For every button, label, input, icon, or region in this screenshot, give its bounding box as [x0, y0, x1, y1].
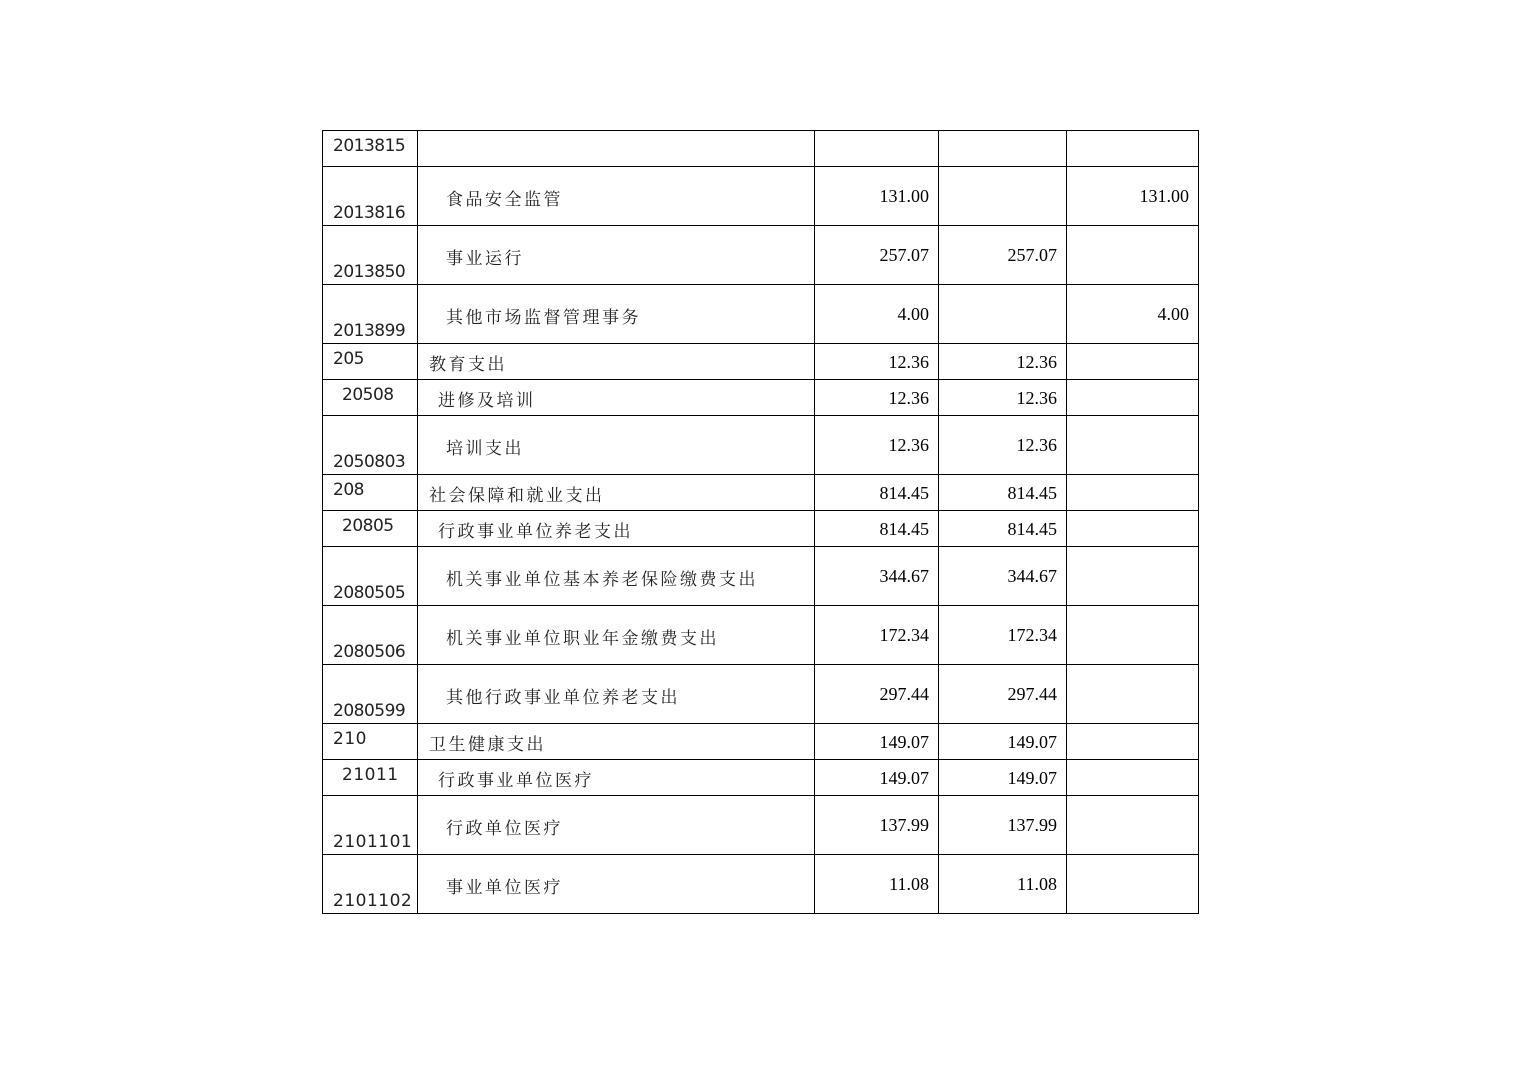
row-project — [1067, 760, 1199, 796]
table-row — [323, 855, 1199, 914]
row-basic: 814.45 — [939, 511, 1067, 547]
row-total: 297.44 — [815, 665, 939, 724]
row-code: 2101101 — [323, 796, 418, 855]
row-name: 培训支出 — [418, 416, 815, 475]
row-basic: 297.44 — [939, 665, 1067, 724]
row-basic: 137.99 — [939, 796, 1067, 855]
row-basic: 11.08 — [939, 855, 1067, 914]
budget-table — [322, 130, 1199, 914]
table-row — [323, 724, 1199, 760]
row-name: 行政单位医疗 — [418, 796, 815, 855]
row-total — [815, 131, 939, 167]
row-code: 210 — [323, 724, 418, 760]
row-code: 2080505 — [323, 547, 418, 606]
row-code: 2080506 — [323, 606, 418, 665]
row-project — [1067, 380, 1199, 416]
row-total: 131.00 — [815, 167, 939, 226]
row-project — [1067, 131, 1199, 167]
row-total: 12.36 — [815, 344, 939, 380]
row-code: 2013850 — [323, 226, 418, 285]
row-total: 149.07 — [815, 724, 939, 760]
row-basic: 12.36 — [939, 344, 1067, 380]
row-total: 149.07 — [815, 760, 939, 796]
table-row — [323, 416, 1199, 475]
row-project — [1067, 344, 1199, 380]
row-basic: 172.34 — [939, 606, 1067, 665]
row-name: 教育支出 — [418, 344, 815, 380]
row-project — [1067, 724, 1199, 760]
row-project — [1067, 855, 1199, 914]
row-project — [1067, 796, 1199, 855]
row-code: 2080599 — [323, 665, 418, 724]
row-basic: 149.07 — [939, 760, 1067, 796]
table-row — [323, 344, 1199, 380]
row-basic: 257.07 — [939, 226, 1067, 285]
row-project — [1067, 547, 1199, 606]
row-total: 344.67 — [815, 547, 939, 606]
row-basic: 149.07 — [939, 724, 1067, 760]
row-name: 进修及培训 — [418, 380, 815, 416]
table-row — [323, 285, 1199, 344]
row-total: 137.99 — [815, 796, 939, 855]
row-total: 12.36 — [815, 416, 939, 475]
row-total: 11.08 — [815, 855, 939, 914]
row-total: 12.36 — [815, 380, 939, 416]
row-project — [1067, 226, 1199, 285]
budget-table-body — [323, 131, 1199, 914]
row-basic — [939, 131, 1067, 167]
row-basic — [939, 167, 1067, 226]
row-name — [418, 131, 815, 167]
row-project: 4.00 — [1067, 285, 1199, 344]
row-code: 2013815 — [323, 131, 418, 167]
row-name: 机关事业单位职业年金缴费支出 — [418, 606, 815, 665]
row-name: 其他行政事业单位养老支出 — [418, 665, 815, 724]
row-name: 事业运行 — [418, 226, 815, 285]
row-name: 事业单位医疗 — [418, 855, 815, 914]
row-basic: 12.36 — [939, 416, 1067, 475]
row-total: 4.00 — [815, 285, 939, 344]
row-code: 2101102 — [323, 855, 418, 914]
row-name: 食品安全监管 — [418, 167, 815, 226]
row-code: 2013899 — [323, 285, 418, 344]
row-name: 社会保障和就业支出 — [418, 475, 815, 511]
row-code: 21011 — [323, 760, 418, 796]
table-row — [323, 380, 1199, 416]
row-project — [1067, 475, 1199, 511]
row-name: 机关事业单位基本养老保险缴费支出 — [418, 547, 815, 606]
row-name: 卫生健康支出 — [418, 724, 815, 760]
row-project: 131.00 — [1067, 167, 1199, 226]
row-name: 行政事业单位养老支出 — [418, 511, 815, 547]
row-name: 行政事业单位医疗 — [418, 760, 815, 796]
table-row — [323, 511, 1199, 547]
table-row — [323, 606, 1199, 665]
row-code: 2050803 — [323, 416, 418, 475]
row-code: 208 — [323, 475, 418, 511]
table-row — [323, 796, 1199, 855]
row-name: 其他市场监督管理事务 — [418, 285, 815, 344]
table-row — [323, 760, 1199, 796]
row-total: 257.07 — [815, 226, 939, 285]
row-total: 814.45 — [815, 511, 939, 547]
row-code: 20805 — [323, 511, 418, 547]
row-project — [1067, 665, 1199, 724]
table-row — [323, 547, 1199, 606]
table-row — [323, 167, 1199, 226]
row-basic: 814.45 — [939, 475, 1067, 511]
row-project — [1067, 606, 1199, 665]
row-basic: 344.67 — [939, 547, 1067, 606]
row-project — [1067, 511, 1199, 547]
row-total: 172.34 — [815, 606, 939, 665]
table-row — [323, 665, 1199, 724]
table-row — [323, 475, 1199, 511]
row-code: 2013816 — [323, 167, 418, 226]
row-basic — [939, 285, 1067, 344]
row-project — [1067, 416, 1199, 475]
row-total: 814.45 — [815, 475, 939, 511]
row-basic: 12.36 — [939, 380, 1067, 416]
table-row — [323, 226, 1199, 285]
row-code: 20508 — [323, 380, 418, 416]
table-row — [323, 131, 1199, 167]
row-code: 205 — [323, 344, 418, 380]
